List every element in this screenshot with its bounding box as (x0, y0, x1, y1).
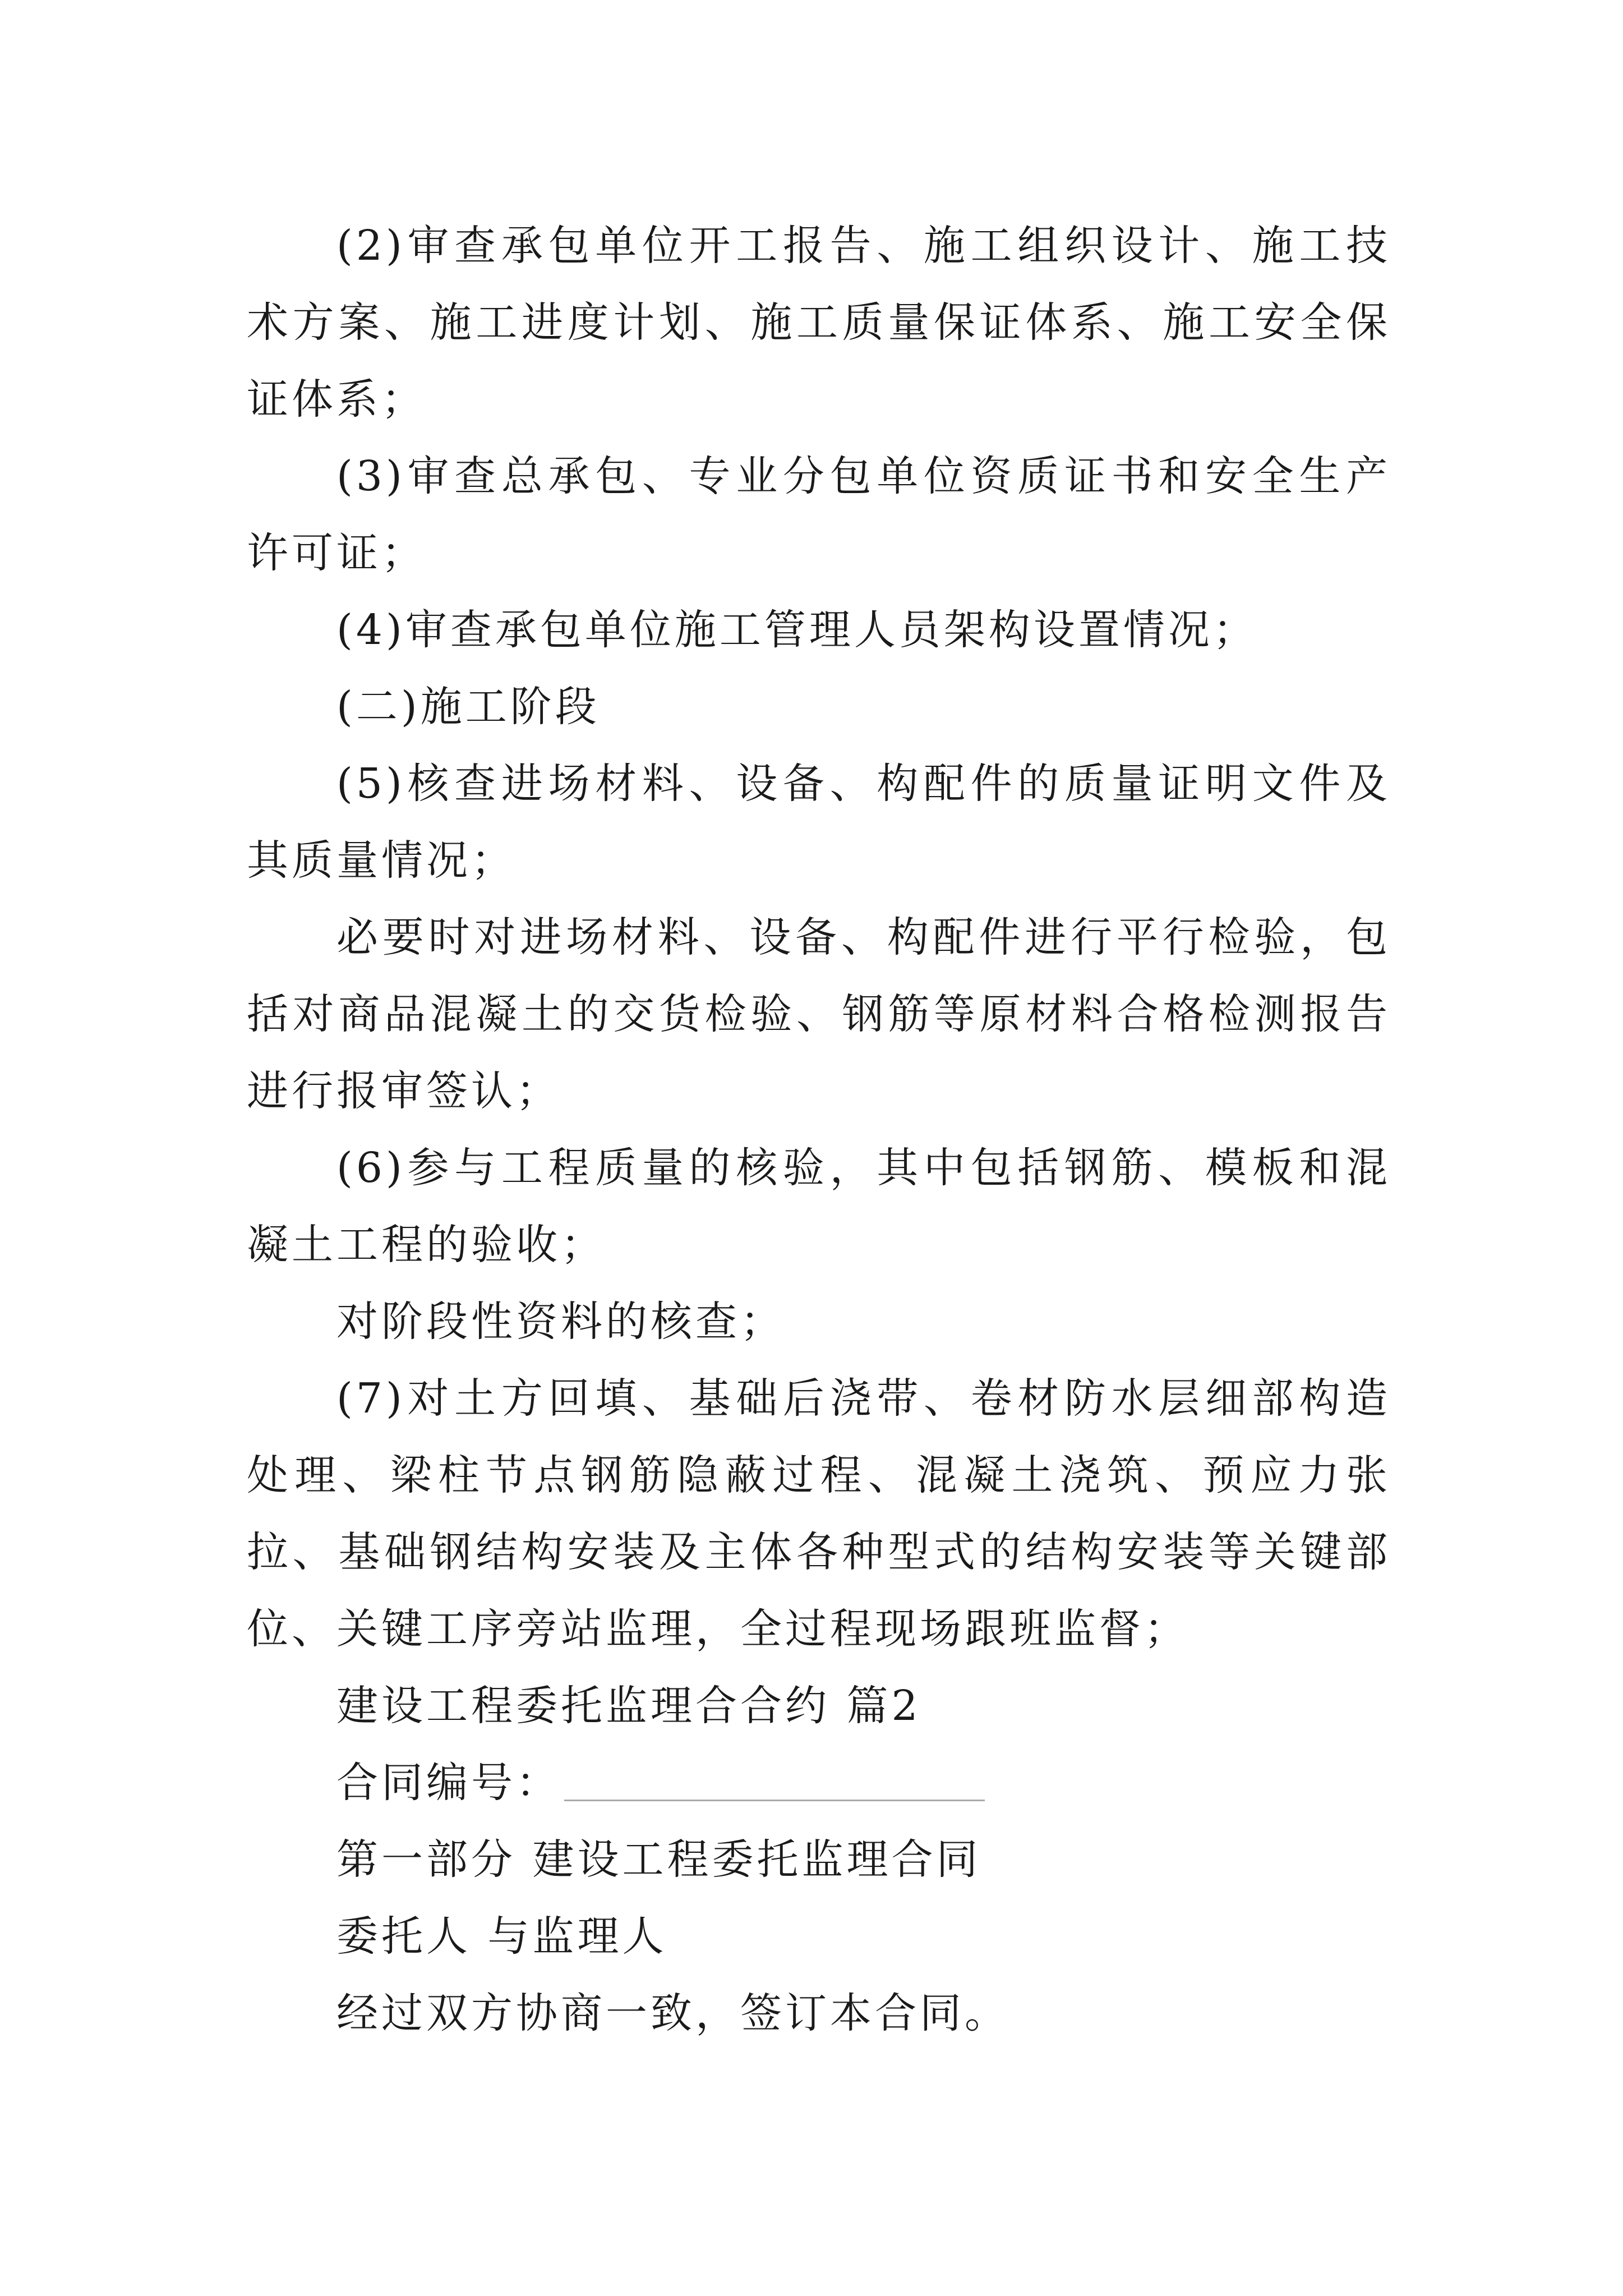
contract-number-label: 合同编号： (336, 1759, 561, 1807)
section-heading-construction-phase: (二)施工阶段 (336, 683, 600, 731)
paragraph-item-4: (4)审查承包单位施工管理人员架构设置情况； (336, 606, 1258, 654)
parties-line: 委托人 与监理人 (336, 1912, 667, 1961)
paragraph-stage-documents: 对阶段性资料的核查； (336, 1297, 785, 1346)
paragraph-item-5: (5)核查进场材料、设备、构配件的质量证明文件及其质量情况； (247, 760, 1391, 885)
part-one-title: 第一部分 建设工程委托监理合同 (336, 1835, 981, 1884)
paragraph-item-2: (2)审查承包单位开工报告、施工组织设计、施工技术方案、施工进度计划、施工质量保证体系、施工安全保证体系； (247, 222, 1391, 424)
paragraph-parallel-inspection: 必要时对进场材料、设备、构配件进行平行检验，包括对商品混凝土的交货检验、钢筋等原材料合格检测报告进行报审签认； (247, 913, 1391, 1115)
agreement-statement: 经过双方协商一致，签订本合同。 (336, 1989, 1009, 2037)
document-body (247, 208, 1391, 2052)
paragraph-item-7: (7)对土方回填、基础后浇带、卷材防水层细部构造处理、梁柱节点钢筋隐蔽过程、混凝土浇筑、预应力张拉、基础钢结构安装及主体各种型式的结构安装等关键部位、关键工序旁站监理，全过程现场跟班监督； (247, 1374, 1391, 1653)
paragraph-item-6: (6)参与工程质量的核验，其中包括钢筋、模板和混凝土工程的验收； (247, 1144, 1391, 1269)
contract-number-blank (564, 1800, 985, 1801)
paragraph-item-3: (3)审查总承包、专业分包单位资质证书和安全生产许可证； (247, 452, 1391, 577)
contract-section-title: 建设工程委托监理合合约 篇2 (336, 1682, 921, 1730)
contract-number-row (247, 1745, 1391, 1821)
